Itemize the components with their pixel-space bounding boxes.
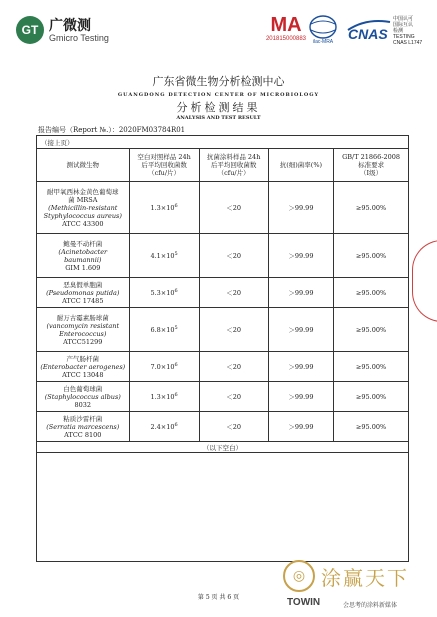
rate-cell: ＞99.99: [268, 412, 334, 442]
organism-cell: [37, 308, 130, 352]
organism-line: (Methicillin-resistant: [48, 203, 118, 212]
organism-line: 粘质沙雷杆菌: [63, 414, 103, 423]
blank-count-exponent: 6: [174, 421, 178, 428]
blank-count-base: 6.8×10: [150, 326, 175, 335]
standard-cell: ≥95.00%: [334, 382, 409, 412]
header-standard: [334, 149, 409, 182]
cnas-logo: [346, 16, 392, 40]
cnas-side-line: 中国认可: [393, 16, 414, 22]
standard-cell: ≥95.00%: [334, 352, 409, 382]
result-title-en: ANALYSIS AND TEST RESULT: [176, 115, 261, 121]
ma-logo: MA: [270, 14, 302, 36]
ma-number: 201815000883: [265, 36, 307, 42]
standard-cell: ≥95.00%: [334, 182, 409, 234]
cnas-side-line: 国际互认: [393, 22, 414, 28]
ilac-label: ilac-MRA: [312, 39, 334, 44]
organism-cell: [37, 382, 130, 412]
organism-line: GIM 1.609: [65, 263, 101, 272]
gt-logo-icon: GT: [16, 16, 44, 44]
header-treated-line: 抗菌涂料样品 24h: [206, 153, 261, 161]
treated-count-cell: ＜20: [199, 308, 268, 352]
blank-count-cell: [129, 278, 199, 308]
blank-count-cell: [129, 352, 199, 382]
organism-line: ATCC 8100: [64, 430, 102, 439]
table-row: [37, 352, 409, 382]
towin-logo-icon: ◎: [283, 560, 315, 592]
partial-seal-stamp: [412, 240, 437, 322]
continued-label: （接上页）: [37, 136, 409, 149]
organism-line: (Pseudomonas putida): [46, 288, 120, 297]
organism-cell: [37, 352, 130, 382]
standard-cell: ≥95.00%: [334, 234, 409, 278]
towin-cn-text: 涂赢天下: [321, 565, 409, 590]
rate-cell: ＞99.99: [268, 382, 334, 412]
table-row: [37, 308, 409, 352]
rate-cell: ＞99.99: [268, 352, 334, 382]
rate-cell: ＞99.99: [268, 234, 334, 278]
blank-count-base: 1.3×10: [150, 204, 175, 213]
gmicro-logo: [16, 16, 109, 44]
organism-line: ATCC 13048: [62, 370, 104, 379]
treated-count-cell: ＜20: [199, 234, 268, 278]
blank-count-exponent: 5: [174, 250, 178, 257]
header-standard-line: GB/T 21866-2008: [342, 153, 401, 161]
blank-count-base: 5.3×10: [150, 289, 175, 298]
organism-cell: [37, 182, 130, 234]
blank-count-base: 7.0×10: [150, 363, 175, 372]
organism-line: Styphylococcus aureus): [43, 211, 122, 220]
organism-line: (Serratia marcescens): [46, 422, 120, 431]
blank-count-exponent: 6: [174, 287, 178, 294]
rate-cell: ＞99.99: [268, 278, 334, 308]
header-rate: 抗(细)菌率(%): [268, 149, 334, 182]
header-blank-line: 空白对照样品 24h: [137, 153, 191, 161]
organism-line: 耐甲氧西林金黄色葡萄球: [47, 187, 119, 196]
table-row: [37, 412, 409, 442]
treated-count-cell: ＜20: [199, 412, 268, 442]
header-standard-line: （Ⅰ级）: [360, 169, 383, 177]
treated-count-cell: ＜20: [199, 278, 268, 308]
header-standard-line: 标准要求: [358, 161, 385, 169]
blank-count-base: 1.3×10: [150, 393, 175, 402]
treated-count-cell: ＜20: [199, 382, 268, 412]
organism-line: 恶臭假单胞菌: [63, 280, 103, 289]
blank-count-cell: [129, 412, 199, 442]
header-blank: [129, 149, 199, 182]
blank-count-cell: [129, 382, 199, 412]
ilac-mra-icon: [305, 14, 341, 44]
organism-line: 白色葡萄球菌: [63, 384, 103, 393]
header-organism: 测试微生物: [37, 149, 130, 182]
header-blank-line: 后平均回收菌数: [141, 161, 187, 169]
towin-watermark: [283, 560, 409, 592]
cnas-side-line: CNAS L1747: [393, 40, 423, 46]
blank-count-base: 4.1×10: [150, 252, 175, 261]
standard-cell: ≥95.00%: [334, 412, 409, 442]
blank-count-base: 2.4×10: [150, 423, 175, 432]
organism-cell: [37, 278, 130, 308]
organism-line: (vancomycin resistant: [46, 321, 120, 330]
cnas-side-line: TESTING: [393, 34, 415, 40]
organism-line: ATCC 17485: [62, 296, 104, 305]
blank-count-exponent: 6: [174, 361, 178, 368]
organism-line: 耐万古霉素肠球菌: [56, 313, 109, 322]
blank-area: [37, 453, 409, 562]
logo-en-text: Gmicro Testing: [49, 32, 109, 43]
table-row: [37, 278, 409, 308]
towin-en-text: TOWIN: [287, 597, 321, 608]
results-table: [36, 135, 409, 562]
result-title-cn: 分析检测结果: [176, 101, 261, 114]
logo-cn-text: 广微测: [49, 16, 91, 33]
organism-line: 菌 MRSA: [68, 195, 98, 204]
header-treated-line: 后平均回收菌数: [210, 161, 257, 169]
treated-count-cell: ＜20: [199, 352, 268, 382]
blank-count-cell: [129, 308, 199, 352]
table-row: [37, 182, 409, 234]
standard-cell: ≥95.00%: [334, 308, 409, 352]
organism-line: 鲍曼不动杆菌: [63, 239, 103, 248]
organism-line: baumannii): [64, 255, 102, 264]
organism-line: (Acinetobacter: [58, 247, 108, 256]
organism-line: 产气肠杆菌: [66, 354, 100, 363]
blank-count-exponent: 5: [174, 324, 178, 331]
rate-cell: ＞99.99: [268, 308, 334, 352]
cnas-side-text: [393, 16, 422, 46]
table-row: [37, 382, 409, 412]
cnas-side-line: 检测: [393, 28, 404, 34]
blank-below-label: （以下空白）: [37, 442, 409, 453]
page-number: 第 5 页 共 6 页: [197, 594, 240, 601]
organism-line: 8032: [74, 400, 92, 409]
cnas-text: CNAS: [348, 26, 388, 42]
standard-cell: ≥95.00%: [334, 278, 409, 308]
blank-count-cell: [129, 182, 199, 234]
blank-count-exponent: 6: [174, 202, 178, 209]
blank-count-cell: [129, 234, 199, 278]
organism-line: ATCC51299: [63, 337, 103, 346]
organism-line: (Enterobacter aerogenes): [40, 362, 126, 371]
organism-line: ATCC 43300: [62, 219, 104, 228]
report-number: 报告编号（Report №.）：2020FM03784R01: [38, 126, 186, 134]
organism-cell: [37, 412, 130, 442]
towin-slogan: 会思考的涂料新媒体: [343, 602, 398, 609]
center-title-cn: 广东省微生物分析检测中心: [152, 75, 285, 88]
center-title-en: GUANGDONG DETECTION CENTER OF MICROBIOLOGY: [117, 92, 320, 98]
treated-count-cell: ＜20: [199, 182, 268, 234]
results-table-wrapper: [36, 135, 409, 562]
organism-cell: [37, 234, 130, 278]
organism-line: Enterococcus): [59, 329, 107, 338]
header-treated: [199, 149, 268, 182]
header-blank-line: （cfu/片）: [148, 169, 181, 177]
organism-line: (Staphylococcus albus): [44, 392, 121, 401]
header-treated-line: （cfu/片）: [217, 169, 250, 177]
results-rows: [37, 182, 409, 442]
rate-cell: ＞99.99: [268, 182, 334, 234]
blank-count-exponent: 6: [174, 391, 178, 398]
table-row: [37, 234, 409, 278]
